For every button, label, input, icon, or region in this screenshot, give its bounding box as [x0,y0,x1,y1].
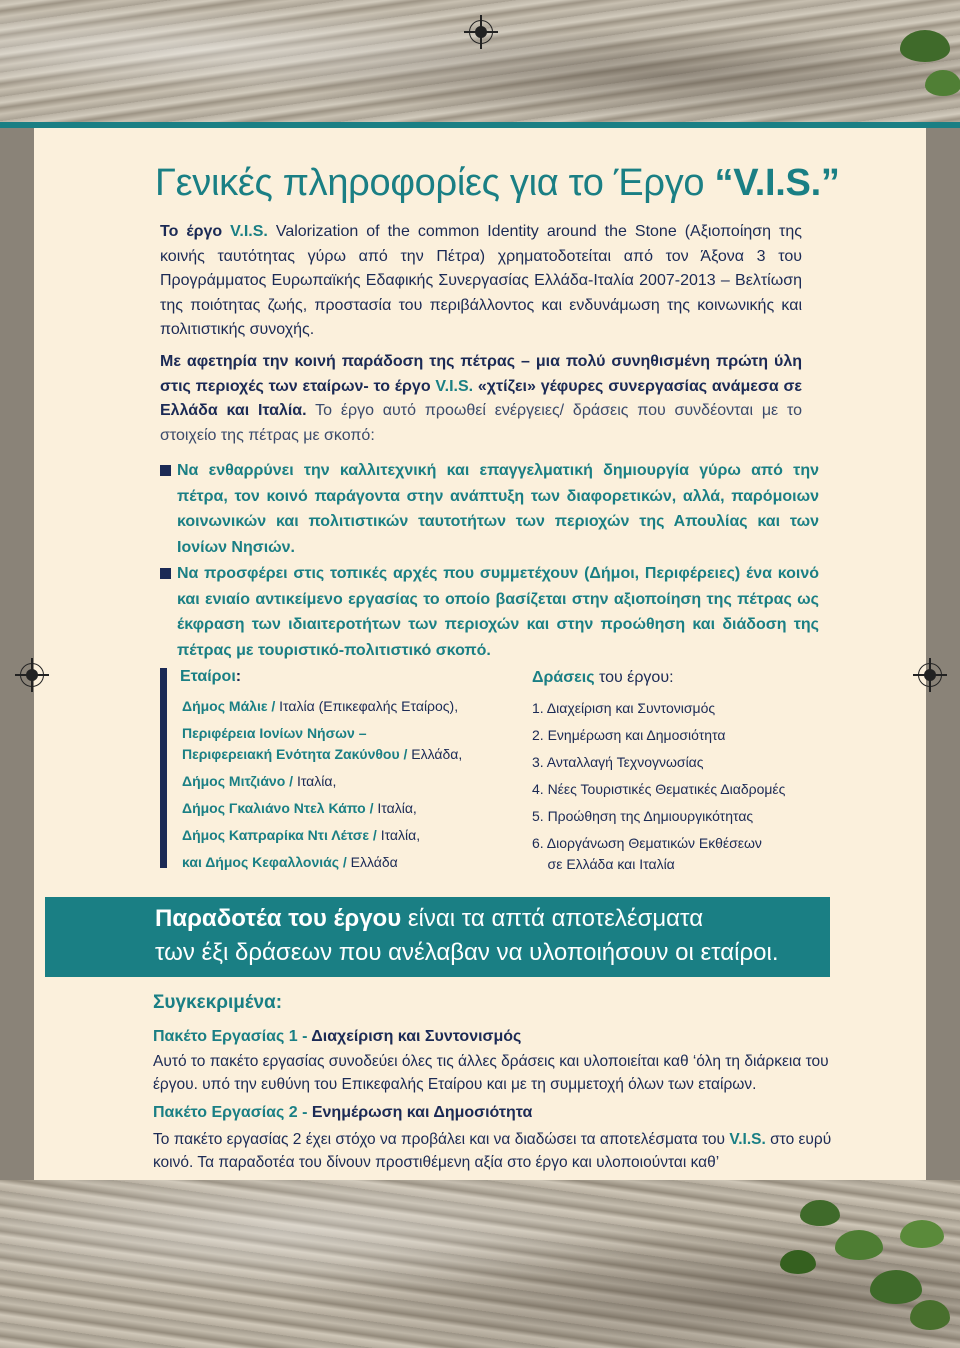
plant-leaves-top-right [900,30,950,62]
work-package-1-title: Πακέτο Εργασίας 1 - Διαχείριση και Συντονισμός [153,1028,522,1045]
bullet-item: Να ενθαρρύνει την καλλιτεχνική και επαγγελματική δημιουργία γύρω από την πέτρα, τον κοινό παράγοντα στην ανάπτυξη των διαφορετικών, αλλά, παρόμοιων κοινωνικών και πολιτιστικών ταυτοτήτων των περιοχών της Απουλίας και των Ιονίων Νησιών. [160,458,819,560]
second-paragraph: Με αφετηρία την κοινή παράδοση της πέτρας – μια πολύ συνηθισμένη πρώτη ύλη στις περιοχές των εταίρων- το έργο V.I.S. «χτίζει» γέφυρες συνεργασίας ανάμεσα σε Ελλάδα και Ιταλία. Το έργο αυτό προωθεί ενέργειες/ δράσεις που συνδέονται με το στοιχείο της πέτρας με σκοπό: [160,353,803,444]
work-package-2-text: Το πακέτο εργασίας 2 έχει στόχο να προβάλει και να διαδώσει τα αποτελέσματα του V.I.S. στο ευρύ κοινό. Τα παραδοτέα του δίνουν προστιθέμενη αξία στο έργο και υλοποιούνται καθ’ [153,1131,832,1171]
registration-mark-top-icon [469,20,493,44]
page-title: Γενικές πληροφορίες για το Έργο “V.I.S.” [155,162,840,204]
partner-item: Περιφερειακή Ενότητα Ζακύνθου / Ελλάδα, [182,746,463,762]
partner-item: Δήμος Μάλιε / Ιταλία (Επικεφαλής Εταίρος), [182,698,459,714]
specifically-heading: Συγκεκριμένα: [153,992,283,1013]
registration-mark-left-icon [20,663,44,687]
intro-paragraph: Το έργο V.I.S. Valorization of the common Identity around the Stone (Αξιοποίηση της κοινής ταυτότητας γύρω από την Πέτρα) χρηματοδοτείται από τον Άξονα 3 του Προγράμματος Ευρωπαϊκής Εδαφικής Συνεργασίας Ελλάδα-Ιταλία 2007-2013 – Βελτίωση της ποιότητας ζωής, προστασία του περιβάλλοντος και ενδυνάμωση της κοινωνικής και πολιτιστικής συνοχής. [160,223,802,338]
partners-heading: Εταίροι: [180,668,242,685]
deliverables-line-2: των έξι δράσεων που ανέλαβαν να υλοποιήσουν οι εταίροι. [155,939,779,966]
stone-wall-photo-bottom [0,1180,960,1348]
partners-accent-bar [160,668,167,868]
deliverables-banner [45,897,830,977]
action-item: 3. Ανταλλαγή Τεχνογνωσίας [532,754,704,770]
deliverables-line-1: Παραδοτέα του έργου είναι τα απτά αποτελέσματα [155,905,704,932]
partner-item: και Δήμος Κεφαλλονιάς / Ελλάδα [182,854,398,870]
action-item: 4. Νέες Τουριστικές Θεματικές Διαδρομές [532,781,786,797]
partner-item: Δήμος Γκαλιάνο Ντελ Κάπο / Ιταλία, [182,800,417,816]
partner-item: Δήμος Καπραρίκα Ντι Λέτσε / Ιταλία, [182,827,421,843]
action-item: 2. Ενημέρωση και Δημοσιότητα [532,727,726,743]
action-item: 5. Προώθηση της Δημιουργικότητας [532,808,754,824]
bullet-item: Να προσφέρει στις τοπικές αρχές που συμμετέχουν (Δήμοι, Περιφέρειες) ένα κοινό και ενιαίο αντικείμενο εργασίας το οποίο βασίζεται στην αξιοποίηση της πέτρας ως έκφραση των ιδιαιτεροτήτων των περιοχών και στην προώθηση και διάδοση της πέτρας με τουριστικό-πολιτιστικό σκοπό. [160,561,819,663]
partner-item: Περιφέρεια Ιονίων Νήσων – [182,725,367,741]
work-package-2-title: Πακέτο Εργασίας 2 - Ενημέρωση και Δημοσιότητα [153,1104,533,1121]
work-package-1-text: Αυτό το πακέτο εργασίας συνοδεύει όλες τις άλλες δράσεις και υλοποιείται καθ ‘όλη τη διάρκεια του έργου. υπό την ευθύνη του Επικεφαλής Εταίρου και με τη συμμετοχή όλων των εταίρων. [153,1053,829,1093]
action-item: σε Ελλάδα και Ιταλία [532,856,675,872]
action-item: 6. Διοργάνωση Θεματικών Εκθέσεων [532,835,762,851]
action-item: 1. Διαχείριση και Συντονισμός [532,700,716,716]
plant-leaves-top-right-2 [925,70,960,96]
registration-mark-right-icon [918,663,942,687]
actions-heading: Δράσεις του έργου: [532,669,674,686]
partner-item: Δήμος Μιτζιάνο / Ιταλία, [182,773,337,789]
